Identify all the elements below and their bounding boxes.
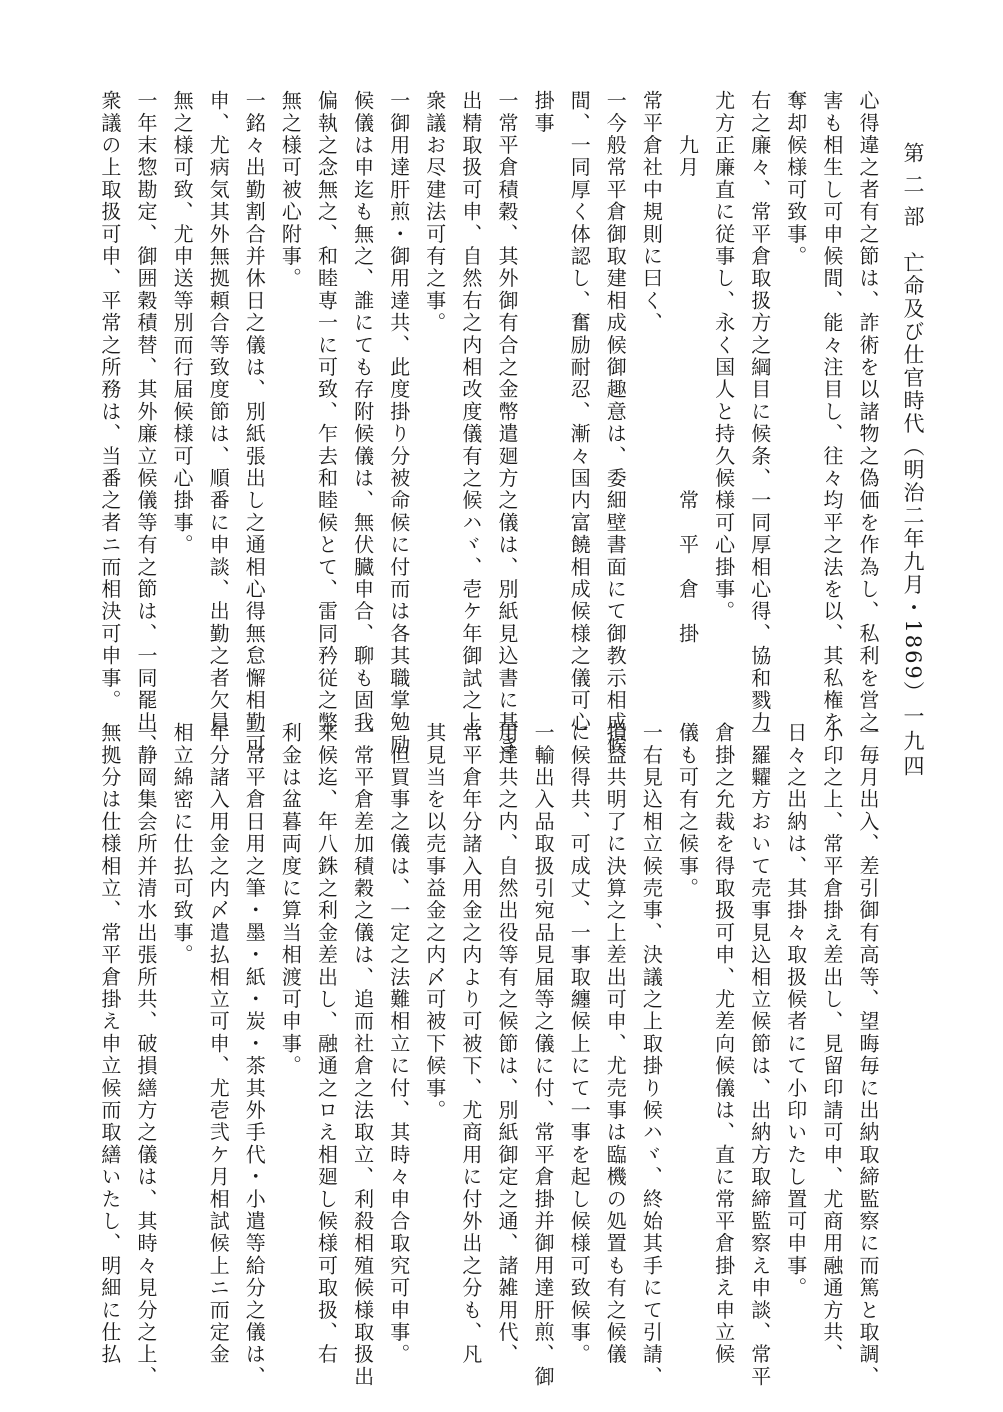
text-column: 奪却候様可致事。 <box>783 90 808 268</box>
text-column: 九月 常 平 倉 掛 <box>675 90 700 645</box>
text-column: 倉掛之允裁を得取扱可申、尤差向候儀は、直に常平倉掛え申立候 <box>711 722 736 1366</box>
text-column: 常平倉社中規則に曰く、 <box>639 90 664 335</box>
text-column: 日々之出納は、其掛々取扱候者にて小印いたし置可申事。 <box>783 722 808 1300</box>
text-column: 一年末惣勘定、御囲穀積替、其外廉立候儀等有之節は、一同罷出、 <box>134 90 158 756</box>
text-column: 一常平倉日用之筆・墨・紙・炭・茶其外手代・小遣等給分之儀は、 <box>242 722 267 1388</box>
text-column: 小印之上、常平倉掛え差出し、見留印請可申、尤商用融通方共、 <box>819 722 844 1366</box>
text-column: 儀も可有之候事。 <box>675 722 700 900</box>
text-column: 申、尤病気其外無拠頼合等致度節は、順番に申談、出勤之者欠員 <box>206 90 231 734</box>
text-column: 候儀は申迄も無之、誰にても存附候儀は、無伏臓申合、聊も固我 <box>350 90 375 734</box>
text-column: 一常平倉積穀、其外御有合之金幣遣廻方之儀は、別紙見込書に基き <box>495 90 519 756</box>
text-column: 常平倉年分諸入用金之内より可被下、尤商用に付外出之分も、凡 <box>458 722 483 1366</box>
text-column: 一輸出入品取扱引宛品見届等之儀に付、常平倉掛并御用達肝煎、御 <box>531 722 556 1388</box>
text-column: 一常平倉差加積穀之儀は、追而社倉之法取立、利殺相殖候様取扱出 <box>350 722 375 1388</box>
text-column: 用達共之内、自然出役等有之候節は、別紙御定之通、諸雑用代、 <box>495 722 519 1366</box>
text-column: 一今般常平倉御取建相成候御趣意は、委細壁書面にて御教示相成候 <box>603 90 628 756</box>
text-column: 其見当を以売事益金之内〆可被下候事。 <box>422 722 447 1122</box>
text-column: 心得違之者有之節は、詐術を以諸物之偽価を作為し、私利を営之 <box>856 90 880 734</box>
text-column: 間、一同厚く体認し、奮励耐忍、漸々国内富饒相成候様之儀可心 <box>567 90 592 734</box>
text-column: 損益共明了に決算之上差出可申、尤売事は臨機の処置も有之候儀 <box>603 722 628 1366</box>
text-column: 無拠分は仕様相立、常平倉掛え申立候而取繕いたし、明細に仕払 <box>97 722 122 1366</box>
text-column: 相立綿密に仕払可致事。 <box>170 722 195 967</box>
text-column: 利金は盆暮両度に算当相渡可申事。 <box>278 722 303 1078</box>
text-column: 尤方正廉直に従事し、永く国人と持久候様可心掛事。 <box>711 90 736 623</box>
text-column: 一銘々出勤割合并休日之儀は、別紙張出し之通相心得無怠懈相勤可 <box>242 90 267 756</box>
text-column: 無之様可致、尤申送等別而行届候様可心掛事。 <box>170 90 195 557</box>
text-column: 一右見込相立候売事、決議之上取掛り候ハヾ、終始其手にて引請、 <box>639 722 664 1388</box>
text-column: 右之廉々、常平倉取扱方之綱目に候条、一同厚相心得、協和戮力 <box>747 90 772 734</box>
page-number: 一九四 <box>901 705 925 780</box>
text-column: 年分諸入用金之内〆遣払相立可申、尤壱弐ケ月相試候上ニ而定金 <box>206 722 231 1366</box>
text-column: 一御用達肝煎・御用達共、此度掛り分被命候に付而は各其職掌勉励 <box>386 90 411 756</box>
text-column: 衆議の上取扱可申、平常之所務は、当番之者ニ而相決可申事。 <box>97 90 122 712</box>
text-column: 一羅糶方おいて売事見込相立候節は、出納方取締監察え申談、常平 <box>747 722 772 1388</box>
text-column: 一毎月出入、差引御有高等、望晦毎に出納取締監察に而篤と取調、 <box>856 722 880 1388</box>
text-column: 無之様可被心附事。 <box>278 90 303 290</box>
text-column: 出精取扱可申、自然右之内相改度儀有之候ハヾ、壱ケ年御試之上、 <box>458 90 483 756</box>
text-column: 偏執之念無之、和睦専一に可致、乍去和睦候とて、雷同矜従之弊 <box>314 90 339 734</box>
text-column: 衆議お尽建法可有之事。 <box>422 90 447 335</box>
text-column: 一静岡集会所并清水出張所共、破損繕方之儀は、其時々見分之上、 <box>134 722 158 1388</box>
text-column: 但買事之儀は、一定之法難相立に付、其時々申合取究可申事。 <box>386 722 411 1366</box>
text-column: に候得共、可成丈、一事取纏候上にて一事を起し候様可致候事。 <box>567 722 592 1366</box>
text-column: 来候迄、年八銖之利金差出し、融通之ロえ相廻し候様可取扱、右 <box>314 722 339 1366</box>
text-column: 害も相生し可申候間、能々注目し、往々均平之法を以、其私権を <box>819 90 844 734</box>
text-column: 掛事 <box>531 90 556 135</box>
running-header: 第 二 部 亡命及び仕官時代（明治二年九月・1869） <box>901 142 925 704</box>
